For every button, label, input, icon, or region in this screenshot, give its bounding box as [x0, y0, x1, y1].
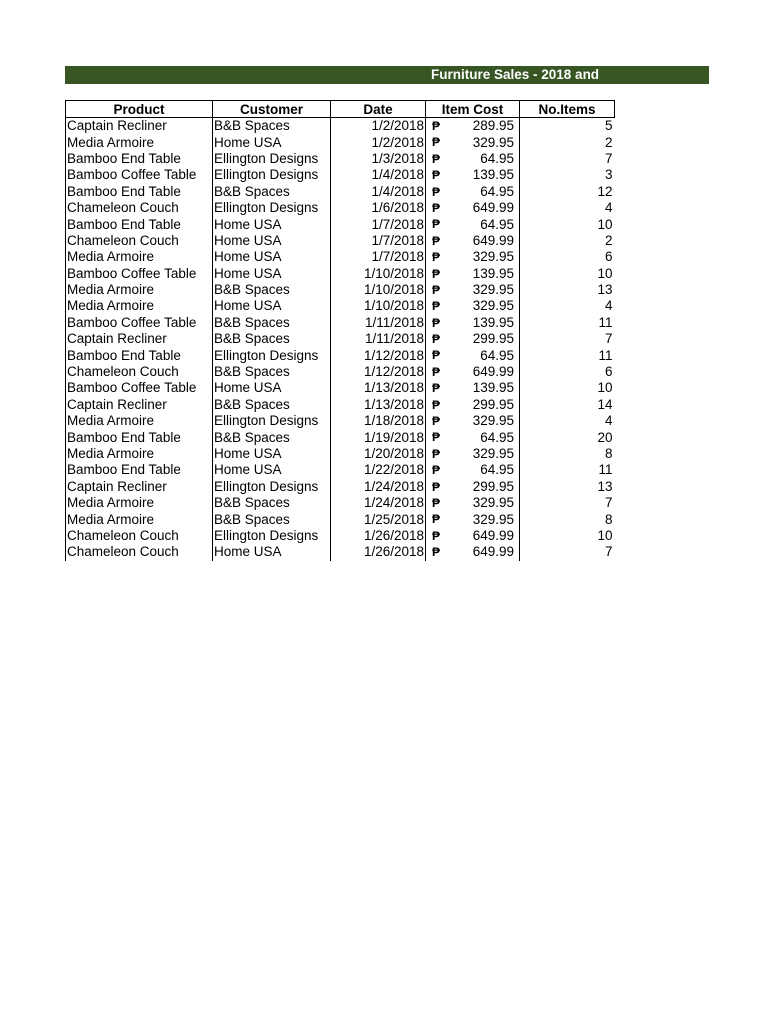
product-cell[interactable]: Media Armoire [66, 413, 213, 429]
table-row [66, 151, 615, 167]
no-items-cell[interactable]: 6 [520, 364, 615, 380]
item-cost-cell[interactable] [426, 249, 520, 265]
peso-sign: ₱ [432, 545, 441, 560]
date-cell[interactable]: 1/10/2018 [331, 282, 426, 298]
item-cost-value: 329.95 [472, 249, 514, 265]
item-cost-cell[interactable] [426, 331, 520, 347]
item-cost-cell[interactable] [426, 184, 520, 200]
no-items-cell[interactable]: 6 [520, 249, 615, 265]
table-body [66, 118, 615, 561]
item-cost-cell[interactable] [426, 429, 520, 445]
customer-cell[interactable]: Ellington Designs [213, 528, 331, 544]
peso-sign: ₱ [432, 200, 441, 215]
no-items-cell[interactable]: 11 [520, 315, 615, 331]
date-cell[interactable]: 1/25/2018 [331, 511, 426, 527]
item-cost-value: 299.95 [472, 478, 514, 494]
product-cell[interactable]: Chameleon Couch [66, 364, 213, 380]
product-cell[interactable]: Bamboo End Table [66, 429, 213, 445]
table-row [66, 397, 615, 413]
item-cost-value: 139.95 [472, 167, 514, 183]
customer-cell[interactable]: B&B Spaces [213, 282, 331, 298]
date-cell[interactable]: 1/7/2018 [331, 233, 426, 249]
product-cell[interactable]: Media Armoire [66, 134, 213, 150]
date-cell[interactable]: 1/4/2018 [331, 184, 426, 200]
item-cost-cell[interactable] [426, 462, 520, 478]
peso-sign: ₱ [432, 282, 441, 297]
item-cost-value: 329.95 [472, 282, 514, 298]
item-cost-value: 649.99 [472, 544, 514, 560]
date-cell[interactable]: 1/22/2018 [331, 462, 426, 478]
no-items-cell[interactable]: 2 [520, 134, 615, 150]
customer-cell[interactable]: Home USA [213, 249, 331, 265]
table-row [66, 511, 615, 527]
customer-cell[interactable]: B&B Spaces [213, 364, 331, 380]
header-product[interactable]: Product [66, 101, 213, 118]
header-customer[interactable]: Customer [213, 101, 331, 118]
customer-cell[interactable]: Ellington Designs [213, 479, 331, 495]
table-row [66, 429, 615, 445]
item-cost-cell[interactable] [426, 347, 520, 363]
peso-sign: ₱ [432, 479, 441, 494]
customer-cell[interactable]: Home USA [213, 298, 331, 314]
no-items-cell[interactable]: 4 [520, 413, 615, 429]
date-cell[interactable]: 1/6/2018 [331, 200, 426, 216]
customer-cell[interactable]: Home USA [213, 134, 331, 150]
table-row [66, 167, 615, 183]
peso-sign: ₱ [432, 414, 441, 429]
product-cell[interactable]: Bamboo End Table [66, 216, 213, 232]
date-cell[interactable]: 1/10/2018 [331, 298, 426, 314]
product-cell[interactable]: Chameleon Couch [66, 528, 213, 544]
table-row [66, 364, 615, 380]
table-row [66, 528, 615, 544]
customer-cell[interactable]: Home USA [213, 216, 331, 232]
date-cell[interactable]: 1/19/2018 [331, 429, 426, 445]
header-date[interactable]: Date [331, 101, 426, 118]
peso-sign: ₱ [432, 463, 441, 478]
date-cell[interactable]: 1/18/2018 [331, 413, 426, 429]
table-row [66, 544, 615, 560]
no-items-cell[interactable]: 7 [520, 495, 615, 511]
no-items-cell[interactable]: 13 [520, 282, 615, 298]
title-band [65, 66, 709, 84]
customer-cell[interactable]: Home USA [213, 380, 331, 396]
item-cost-cell[interactable] [426, 151, 520, 167]
item-cost-value: 139.95 [472, 265, 514, 281]
item-cost-value: 649.99 [472, 232, 514, 248]
item-cost-cell[interactable] [426, 397, 520, 413]
table-row [66, 118, 615, 135]
peso-sign: ₱ [432, 266, 441, 281]
product-cell[interactable]: Chameleon Couch [66, 544, 213, 560]
product-cell[interactable]: Media Armoire [66, 298, 213, 314]
customer-cell[interactable]: B&B Spaces [213, 315, 331, 331]
no-items-cell[interactable]: 10 [520, 528, 615, 544]
product-cell[interactable]: Media Armoire [66, 495, 213, 511]
item-cost-cell[interactable] [426, 134, 520, 150]
customer-cell[interactable]: Home USA [213, 446, 331, 462]
customer-cell[interactable]: Home USA [213, 462, 331, 478]
no-items-cell[interactable]: 7 [520, 331, 615, 347]
no-items-cell[interactable]: 8 [520, 446, 615, 462]
no-items-cell[interactable]: 14 [520, 397, 615, 413]
product-cell[interactable]: Chameleon Couch [66, 200, 213, 216]
table-row [66, 134, 615, 150]
item-cost-value: 64.95 [480, 216, 514, 232]
customer-cell[interactable]: Home USA [213, 544, 331, 560]
peso-sign: ₱ [432, 495, 441, 510]
no-items-cell[interactable]: 5 [520, 118, 615, 135]
item-cost-value: 64.95 [480, 462, 514, 478]
customer-cell[interactable]: B&B Spaces [213, 184, 331, 200]
item-cost-cell[interactable] [426, 364, 520, 380]
customer-cell[interactable]: Ellington Designs [213, 151, 331, 167]
item-cost-cell[interactable] [426, 200, 520, 216]
table-row [66, 331, 615, 347]
item-cost-value: 139.95 [472, 380, 514, 396]
product-cell[interactable]: Media Armoire [66, 282, 213, 298]
customer-cell[interactable]: Home USA [213, 266, 331, 282]
item-cost-cell[interactable] [426, 315, 520, 331]
date-cell[interactable]: 1/24/2018 [331, 479, 426, 495]
table-row [66, 413, 615, 429]
date-cell[interactable]: 1/4/2018 [331, 167, 426, 183]
product-cell[interactable]: Bamboo End Table [66, 462, 213, 478]
date-cell[interactable]: 1/2/2018 [331, 134, 426, 150]
peso-sign: ₱ [432, 250, 441, 265]
customer-cell[interactable]: Ellington Designs [213, 200, 331, 216]
table-row [66, 446, 615, 462]
peso-sign: ₱ [432, 119, 441, 133]
product-cell[interactable]: Captain Recliner [66, 397, 213, 413]
no-items-cell[interactable]: 4 [520, 298, 615, 314]
product-cell[interactable]: Bamboo End Table [66, 347, 213, 363]
product-cell[interactable]: Bamboo End Table [66, 184, 213, 200]
no-items-cell[interactable]: 10 [520, 380, 615, 396]
item-cost-value: 329.95 [472, 413, 514, 429]
item-cost-cell[interactable] [426, 446, 520, 462]
date-cell[interactable]: 1/2/2018 [331, 118, 426, 135]
header-item-cost[interactable]: Item Cost [426, 101, 520, 118]
customer-cell[interactable]: B&B Spaces [213, 429, 331, 445]
no-items-cell[interactable]: 7 [520, 544, 615, 560]
peso-sign: ₱ [432, 512, 441, 527]
item-cost-value: 64.95 [480, 347, 514, 363]
peso-sign: ₱ [432, 135, 441, 150]
item-cost-cell[interactable] [426, 118, 520, 135]
customer-cell[interactable]: B&B Spaces [213, 331, 331, 347]
table-row [66, 479, 615, 495]
customer-cell[interactable]: B&B Spaces [213, 495, 331, 511]
peso-sign: ₱ [432, 397, 441, 412]
product-cell[interactable]: Chameleon Couch [66, 233, 213, 249]
sheet-title: Furniture Sales - 2018 and [431, 67, 600, 82]
peso-sign: ₱ [432, 332, 441, 347]
item-cost-value: 329.95 [472, 495, 514, 511]
date-cell[interactable]: 1/11/2018 [331, 315, 426, 331]
peso-sign: ₱ [432, 168, 441, 183]
customer-cell[interactable]: Ellington Designs [213, 413, 331, 429]
product-cell[interactable]: Captain Recliner [66, 479, 213, 495]
item-cost-value: 299.95 [472, 331, 514, 347]
item-cost-value: 289.95 [472, 118, 514, 134]
no-items-cell[interactable]: 2 [520, 233, 615, 249]
customer-cell[interactable]: B&B Spaces [213, 511, 331, 527]
date-cell[interactable]: 1/11/2018 [331, 331, 426, 347]
item-cost-value: 329.95 [472, 298, 514, 314]
item-cost-value: 649.99 [472, 364, 514, 380]
date-cell[interactable]: 1/7/2018 [331, 216, 426, 232]
item-cost-value: 64.95 [480, 150, 514, 166]
no-items-cell[interactable]: 3 [520, 167, 615, 183]
table-row [66, 315, 615, 331]
no-items-cell[interactable]: 12 [520, 184, 615, 200]
peso-sign: ₱ [432, 430, 441, 445]
customer-cell[interactable]: B&B Spaces [213, 397, 331, 413]
table-row [66, 380, 615, 396]
item-cost-cell[interactable] [426, 298, 520, 314]
product-cell[interactable]: Bamboo End Table [66, 151, 213, 167]
item-cost-value: 329.95 [472, 134, 514, 150]
item-cost-cell[interactable] [426, 544, 520, 560]
no-items-cell[interactable]: 13 [520, 479, 615, 495]
product-cell[interactable]: Bamboo Coffee Table [66, 167, 213, 183]
peso-sign: ₱ [432, 151, 441, 166]
no-items-cell[interactable]: 11 [520, 462, 615, 478]
date-cell[interactable]: 1/24/2018 [331, 495, 426, 511]
date-cell[interactable]: 1/20/2018 [331, 446, 426, 462]
item-cost-cell[interactable] [426, 380, 520, 396]
product-cell[interactable]: Media Armoire [66, 511, 213, 527]
product-cell[interactable]: Media Armoire [66, 446, 213, 462]
product-cell[interactable]: Captain Recliner [66, 331, 213, 347]
table-row [66, 200, 615, 216]
peso-sign: ₱ [432, 217, 441, 232]
header-row [66, 101, 615, 118]
date-cell[interactable]: 1/26/2018 [331, 544, 426, 560]
item-cost-cell[interactable] [426, 282, 520, 298]
peso-sign: ₱ [432, 299, 441, 314]
date-cell[interactable]: 1/3/2018 [331, 151, 426, 167]
sales-table [65, 100, 615, 561]
item-cost-cell[interactable] [426, 266, 520, 282]
no-items-cell[interactable]: 7 [520, 151, 615, 167]
item-cost-value: 64.95 [480, 429, 514, 445]
sales-sheet [65, 100, 615, 561]
item-cost-value: 139.95 [472, 314, 514, 330]
customer-cell[interactable]: B&B Spaces [213, 118, 331, 135]
item-cost-cell[interactable] [426, 528, 520, 544]
date-cell[interactable]: 1/26/2018 [331, 528, 426, 544]
product-cell[interactable]: Media Armoire [66, 249, 213, 265]
table-row [66, 249, 615, 265]
header-no-items[interactable]: No.Items [520, 101, 615, 118]
date-cell[interactable]: 1/12/2018 [331, 347, 426, 363]
product-cell[interactable]: Bamboo Coffee Table [66, 266, 213, 282]
table-row [66, 298, 615, 314]
table-row [66, 266, 615, 282]
table-row [66, 462, 615, 478]
item-cost-value: 299.95 [472, 396, 514, 412]
item-cost-cell[interactable] [426, 167, 520, 183]
table-row [66, 347, 615, 363]
item-cost-cell[interactable] [426, 511, 520, 527]
product-cell[interactable]: Captain Recliner [66, 118, 213, 135]
item-cost-value: 329.95 [472, 446, 514, 461]
peso-sign: ₱ [432, 381, 441, 396]
date-cell[interactable]: 1/13/2018 [331, 380, 426, 396]
no-items-cell[interactable]: 8 [520, 511, 615, 527]
item-cost-cell[interactable] [426, 495, 520, 511]
peso-sign: ₱ [432, 348, 441, 363]
product-cell[interactable]: Bamboo Coffee Table [66, 315, 213, 331]
item-cost-value: 329.95 [472, 511, 514, 527]
date-cell[interactable]: 1/13/2018 [331, 397, 426, 413]
customer-cell[interactable]: Ellington Designs [213, 347, 331, 363]
date-cell[interactable]: 1/7/2018 [331, 249, 426, 265]
table-row [66, 233, 615, 249]
date-cell[interactable]: 1/12/2018 [331, 364, 426, 380]
customer-cell[interactable]: Ellington Designs [213, 167, 331, 183]
item-cost-value: 649.99 [472, 527, 514, 543]
peso-sign: ₱ [432, 315, 441, 330]
no-items-cell[interactable]: 11 [520, 347, 615, 363]
item-cost-cell[interactable] [426, 216, 520, 232]
item-cost-cell[interactable] [426, 479, 520, 495]
peso-sign: ₱ [432, 233, 441, 248]
date-cell[interactable]: 1/10/2018 [331, 266, 426, 282]
table-row [66, 216, 615, 232]
peso-sign: ₱ [432, 364, 441, 379]
peso-sign: ₱ [432, 446, 441, 461]
item-cost-cell[interactable] [426, 413, 520, 429]
item-cost-value: 64.95 [480, 183, 514, 199]
peso-sign: ₱ [432, 528, 441, 543]
peso-sign: ₱ [432, 184, 441, 199]
no-items-cell[interactable]: 4 [520, 200, 615, 216]
table-row [66, 184, 615, 200]
product-cell[interactable]: Bamboo Coffee Table [66, 380, 213, 396]
no-items-cell[interactable]: 20 [520, 429, 615, 445]
item-cost-cell[interactable] [426, 233, 520, 249]
table-row [66, 495, 615, 511]
no-items-cell[interactable]: 10 [520, 266, 615, 282]
no-items-cell[interactable]: 10 [520, 216, 615, 232]
table-row [66, 282, 615, 298]
customer-cell[interactable]: Home USA [213, 233, 331, 249]
item-cost-value: 649.99 [472, 200, 514, 216]
